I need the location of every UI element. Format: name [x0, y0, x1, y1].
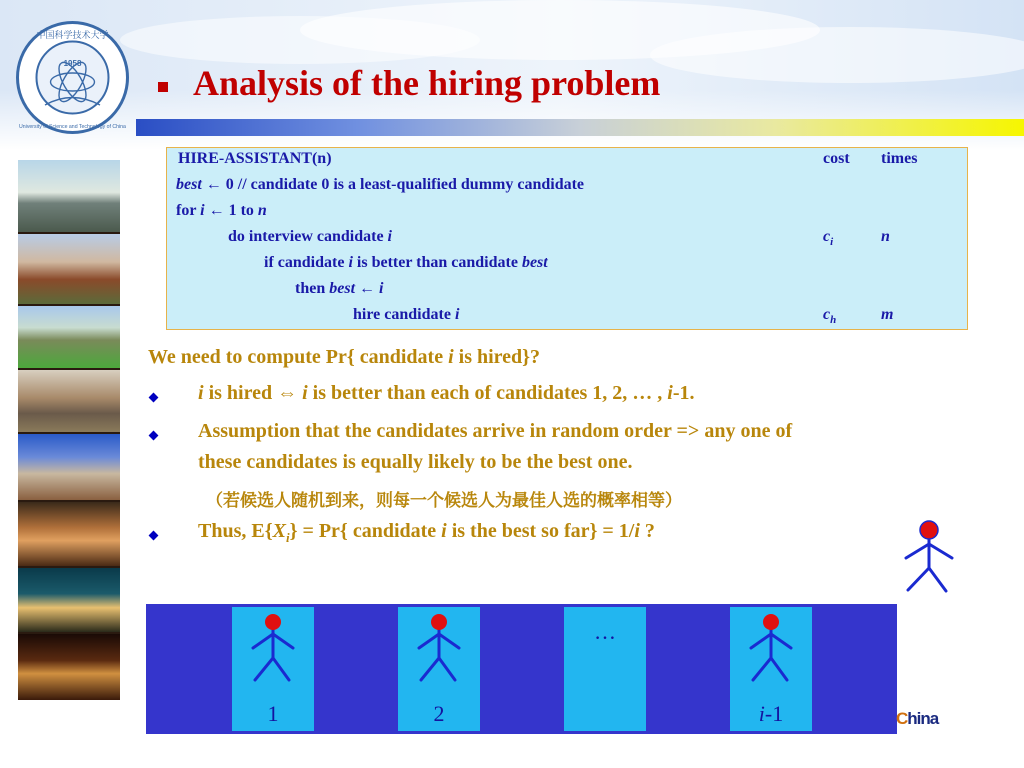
candidate-label: 2	[433, 701, 445, 726]
pseudocode-line-1: best ← 0 // candidate 0 is a least-qualified dummy candidate	[176, 176, 585, 193]
svg-text:University of Science and Tech: University of Science and Technology of China	[19, 124, 126, 130]
pseudocode-line-4: if candidate i is better than candidate best	[264, 254, 548, 271]
candidate-label: 1	[267, 701, 279, 726]
bullet-2-line-2: these candidates is equally likely to be the best one.	[198, 451, 633, 473]
ellipsis-label: …	[594, 619, 616, 644]
stick-figure-icon	[247, 612, 299, 684]
campus-photo	[18, 370, 120, 432]
university-logo	[15, 20, 130, 135]
campus-photo	[18, 568, 120, 632]
campus-photo	[18, 502, 120, 566]
pseudocode-line-3: do interview candidate i	[228, 228, 392, 245]
pseudocode-box	[166, 147, 968, 330]
times-column-header: times	[881, 150, 918, 167]
question-text: We need to compute Pr{ candidate i is hired}?	[148, 346, 541, 368]
campus-photo	[18, 634, 120, 700]
candidate-label: i-1	[758, 701, 784, 726]
campus-photo	[18, 160, 120, 232]
candidate-slot	[730, 607, 812, 731]
title-bullet	[158, 82, 168, 92]
interview-cost: $c_i$	[823, 228, 834, 249]
svg-text:1958: 1958	[63, 59, 82, 68]
svg-text:中国科学技术大学: 中国科学技术大学	[36, 31, 109, 41]
candidates-panel	[146, 604, 897, 734]
campus-photo-strip	[18, 160, 120, 700]
hire-times: m	[881, 306, 894, 323]
interview-times: n	[881, 228, 890, 245]
slide-title: Analysis of the hiring problem	[193, 63, 661, 103]
campus-photo	[18, 234, 120, 304]
bullet-2-line-1: Assumption that the candidates arrive in random order => any one of	[198, 420, 793, 442]
stick-figure-icon	[413, 612, 465, 684]
footer-brand: China	[896, 709, 939, 728]
campus-photo	[18, 306, 120, 368]
candidate-slot	[398, 607, 480, 731]
pseudocode-line-2: for i ← 1 to n	[176, 202, 267, 219]
bullet-1-text: i is hired ⇔ i is better than each of candidates 1, 2, … , i-1.	[198, 382, 695, 404]
stick-figure-icon	[745, 612, 797, 684]
stick-figure-icon	[898, 518, 960, 598]
candidate-slot	[232, 607, 314, 731]
pseudocode-line-5: then best ← i	[295, 280, 384, 297]
candidate-slot-ellipsis	[564, 607, 646, 731]
cost-column-header: cost	[823, 150, 850, 167]
pseudocode-line-6: hire candidate i	[353, 306, 460, 323]
campus-photo	[18, 434, 120, 500]
title-gradient-bar	[136, 119, 1024, 136]
hire-cost: $c_h$	[823, 306, 837, 327]
pseudocode-header: HIRE-ASSISTANT(n)	[178, 150, 332, 167]
chinese-note: （若候选人随机到来，则每一个候选人为最佳人选的概率相等）	[206, 491, 682, 511]
bullet-3-text: Thus, $E\{X_i\} = Pr${ candidate i is the best so far} = 1/i ?	[198, 520, 655, 545]
